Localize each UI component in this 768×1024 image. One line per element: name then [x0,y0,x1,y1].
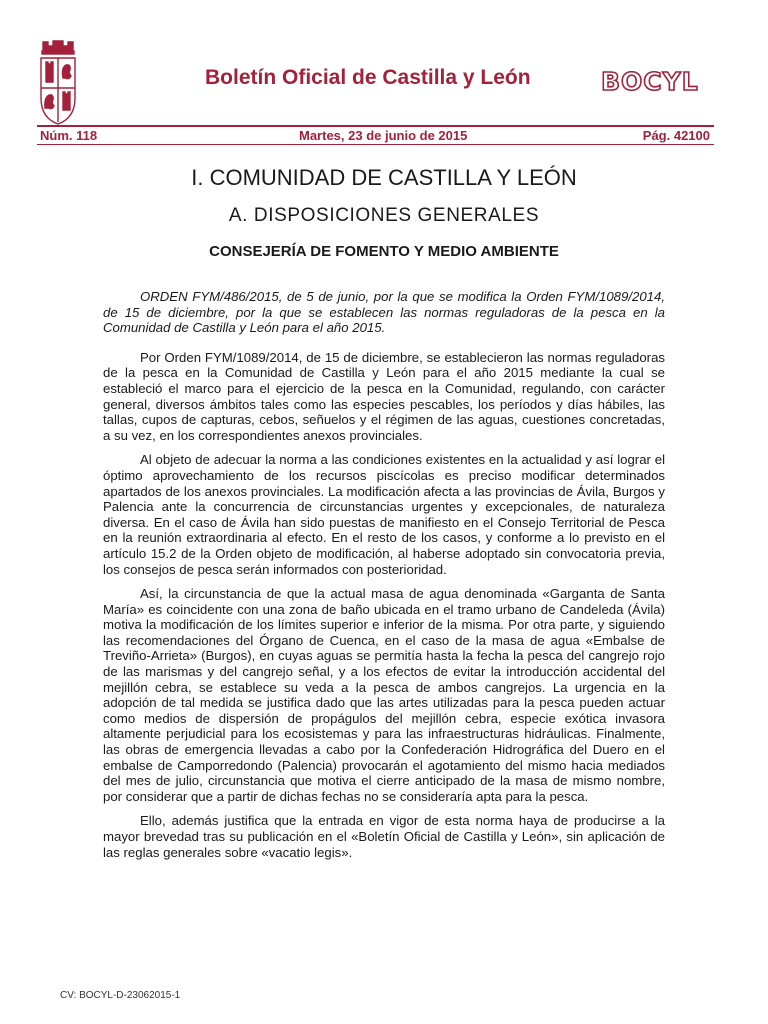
body-paragraph: Ello, además justifica que la entrada en vigor de esta norma haya de producirse a la mayor brevedad tras su publicación en el «Boletín Oficial de Castilla y León», sin aplicación de las reglas generales sobre «vacatio legis». [103,813,665,860]
header-rule-top [37,125,714,127]
page-number: Pág. 42100 [642,128,710,143]
bocyl-logo: BOCYL [601,67,699,96]
bulletin-title: Boletín Oficial de Castilla y León [205,66,531,89]
issue-date: Martes, 23 de junio de 2015 [299,128,468,143]
issue-number: Núm. 118 [40,128,98,143]
header-rule-bottom [37,144,714,145]
order-title: ORDEN FYM/486/2015, de 5 de junio, por la que se modifica la Orden FYM/1089/2014, de 15 de diciembre, por la que se establecen las normas reguladoras de la pesca en la Comunidad de Castilla y León para el año 2015. [103,289,665,336]
body-paragraph: Así, la circunstancia de que la actual masa de agua denominada «Garganta de Santa María» es coincidente con una zona de baño ubicada en el tramo urbano de Candeleda (Ávila) motiva la modificación de los límites superior e inferior de la misma. Por otra parte, y siguiendo las recomendaciones del Órgano de Cuenca, en el caso de la masa de agua «Embalse de Treviño-Arrieta» (Burgos), en cuyas aguas se permitía hasta la fecha la pesca del cangrejo rojo de las marismas y del cangrejo señal, y a los efectos de evitar la introducción accidental del mejillón cebra, se establece su veda a la pesca de ambos cangrejos. La urgencia en la adopción de tal medida se justifica dado que las artes utilizadas para la pesca pueden actuar como medios de dispersión de propágulos del mejillón cebra, especie exótica invasora altamente perjudicial para los ecosistemas y para las infraestructuras hidráulicas. Finalmente, las obras de emergencia llevadas a cabo por la Confederación Hidrográfica del Duero en el embalse de Camporredondo (Palencia) provocarán el agotamiento del mismo hacia mediados del mes de julio, circunstancia que motiva el cierre anticipado de la masa de mismo nombre, por considerar que a partir de dichas fechas no se consideraría apta para la pesca. [103,586,665,804]
section-title: I. COMUNIDAD DE CASTILLA Y LEÓN [191,165,577,190]
body-paragraph: Por Orden FYM/1089/2014, de 15 de diciembre, se establecieron las normas reguladoras de la pesca en la Comunidad de Castilla y León para el año 2015 mediante la cual se estableció el marco para el ejercicio de la pesca en la Comunidad, regulando, con carácter general, diversos ámbitos tales como las especies pescables, los períodos y días hábiles, las tallas, cupos de capturas, cebos, señuelos y el régimen de las aguas, cuestiones concretadas, a su vez, en los correspondientes anexos provinciales. [103,349,665,443]
body-paragraph: Al objeto de adecuar la norma a las condiciones existentes en la actualidad y así lograr el óptimo aprovechamiento de los recursos piscícolas es preciso modificar determinados apartados de los anexos provinciales. La modificación afecta a las provincias de Ávila, Burgos y Palencia ante la concurrencia de circunstancias urgentes y excepcionales, de naturaleza diversa. En el caso de Ávila han sido puestas de manifiesto en el Consejo Territorial de Pesca en la reunión extraordinaria al efecto. En el resto de los casos, y conforme a lo previsto en el artículo 15.2 de la Orden objeto de modificación, al haberse adoptado sin convocatoria previa, los consejos de pesca serán informados con posterioridad. [103,452,665,577]
cv-code: CV: BOCYL-D-23062015-1 [60,990,181,1001]
department-title: CONSEJERÍA DE FOMENTO Y MEDIO AMBIENTE [209,243,559,260]
subsection-title: A. DISPOSICIONES GENERALES [228,205,540,226]
coat-of-arms-icon [37,38,79,126]
document-body [103,289,665,869]
